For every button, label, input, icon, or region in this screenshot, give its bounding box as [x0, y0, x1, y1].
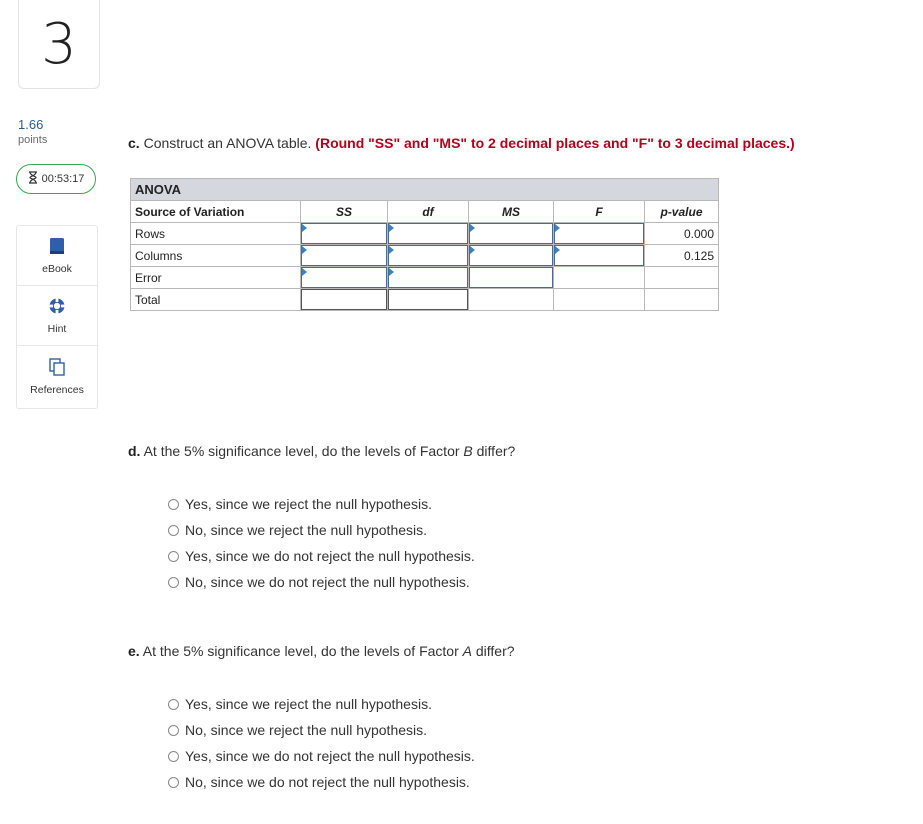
row-label-total: Total: [131, 289, 301, 311]
timer[interactable]: [16, 164, 96, 194]
part-e-option[interactable]: [168, 691, 475, 717]
hint-button[interactable]: [17, 286, 97, 346]
radio-button[interactable]: [168, 777, 179, 788]
total-f-empty: [554, 289, 645, 311]
option-label: Yes, since we do not reject the null hypothesis.: [185, 748, 475, 764]
tools-panel: [16, 225, 98, 409]
row-label-rows: Rows: [131, 223, 301, 245]
columns-f-input[interactable]: [554, 245, 644, 266]
part-d-prefix: d.: [128, 443, 141, 459]
radio-button[interactable]: [168, 551, 179, 562]
part-e-text-before: At the 5% significance level, do the levels of Factor: [139, 643, 463, 659]
part-d-text-after: differ?: [472, 443, 516, 459]
ebook-button[interactable]: [17, 226, 97, 286]
part-e-factor: A: [462, 643, 472, 659]
part-d-option[interactable]: [168, 491, 475, 517]
timer-value: 00:53:17: [41, 173, 85, 185]
header-source: Source of Variation: [131, 201, 301, 223]
part-d-option[interactable]: [168, 517, 475, 543]
total-p-value: [645, 289, 719, 311]
table-row: [131, 289, 719, 311]
part-d-prompt: [128, 443, 515, 459]
table-row: [131, 267, 719, 289]
anova-title: ANOVA: [131, 179, 719, 201]
option-label: No, since we do not reject the null hypothesis.: [185, 774, 470, 790]
rows-ss-input[interactable]: [301, 223, 387, 244]
row-label-error: Error: [131, 267, 301, 289]
columns-p-value: 0.125: [645, 245, 719, 267]
error-f-empty: [554, 267, 645, 289]
option-label: No, since we reject the null hypothesis.: [185, 722, 428, 738]
rows-p-value: 0.000: [645, 223, 719, 245]
option-label: Yes, since we do not reject the null hypothesis.: [185, 548, 475, 564]
part-e-prefix: e.: [128, 643, 140, 659]
part-d-text-before: At the 5% significance level, do the levels of Factor: [140, 443, 464, 459]
radio-button[interactable]: [168, 699, 179, 710]
option-label: No, since we do not reject the null hypothesis.: [185, 574, 470, 590]
row-label-columns: Columns: [131, 245, 301, 267]
radio-button[interactable]: [168, 751, 179, 762]
references-button[interactable]: [17, 346, 97, 408]
rows-f-input[interactable]: [554, 223, 644, 244]
header-f: F: [554, 201, 645, 223]
columns-df-input[interactable]: [388, 245, 468, 266]
part-e-option[interactable]: [168, 717, 475, 743]
rounding-instruction: (Round "SS" and "MS" to 2 decimal places and "F" to 3 decimal places.): [315, 135, 795, 151]
error-p-value: [645, 267, 719, 289]
references-label: References: [30, 384, 84, 396]
total-df-input[interactable]: [388, 289, 468, 310]
part-e-option[interactable]: [168, 743, 475, 769]
error-df-input[interactable]: [388, 267, 468, 288]
book-icon: [49, 237, 65, 258]
part-d-option[interactable]: [168, 543, 475, 569]
radio-button[interactable]: [168, 525, 179, 536]
anova-table: [130, 178, 719, 311]
documents-icon: [48, 358, 66, 379]
part-e-option[interactable]: [168, 769, 475, 795]
part-c-prefix: c.: [128, 135, 140, 151]
part-e-text-after: differ?: [471, 643, 515, 659]
hint-label: Hint: [47, 322, 67, 335]
header-ss: SS: [301, 201, 388, 223]
error-ms-input[interactable]: [469, 267, 553, 288]
table-row: [131, 223, 719, 245]
columns-ms-input[interactable]: [469, 245, 553, 266]
part-c-text: Construct an ANOVA table.: [139, 135, 316, 151]
header-ms: MS: [469, 201, 554, 223]
part-d-factor: B: [463, 443, 473, 459]
hourglass-icon: [28, 171, 38, 187]
part-d-options: [168, 491, 475, 595]
radio-button[interactable]: [168, 577, 179, 588]
header-p-value: p-value: [645, 201, 719, 223]
radio-button[interactable]: [168, 725, 179, 736]
part-e-options: [168, 691, 475, 795]
header-df: df: [388, 201, 469, 223]
rows-ms-input[interactable]: [469, 223, 553, 244]
part-c-prompt: [128, 135, 795, 151]
points-value: 1.66: [18, 117, 44, 132]
rows-df-input[interactable]: [388, 223, 468, 244]
table-row: [131, 245, 719, 267]
option-label: No, since we reject the null hypothesis.: [185, 522, 428, 538]
part-d-option[interactable]: [168, 569, 475, 595]
total-ss-input[interactable]: [301, 289, 387, 310]
option-label: Yes, since we reject the null hypothesis.: [185, 696, 432, 712]
total-ms-empty: [469, 289, 554, 311]
question-number: 3: [18, 0, 100, 89]
radio-button[interactable]: [168, 499, 179, 510]
ebook-label: eBook: [42, 262, 72, 275]
lifebuoy-icon: [48, 297, 66, 318]
option-label: Yes, since we reject the null hypothesis.: [185, 496, 432, 512]
part-e-prompt: [128, 643, 515, 659]
points-label: points: [18, 134, 48, 146]
columns-ss-input[interactable]: [301, 245, 387, 266]
error-ss-input[interactable]: [301, 267, 387, 288]
